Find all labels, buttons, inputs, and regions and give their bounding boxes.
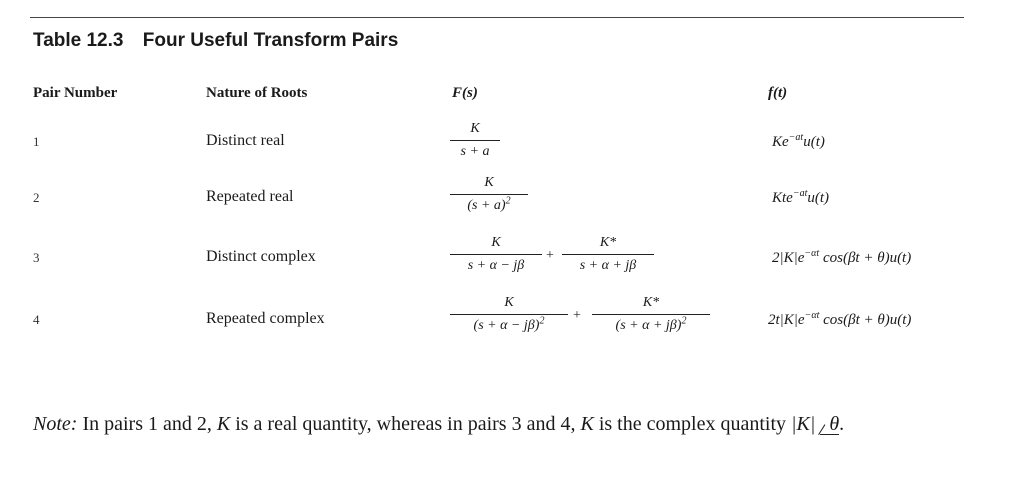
- row-4-fraction-2: [592, 294, 710, 335]
- table-note: Note: In pairs 1 and 2, K is a real quantity, whereas in pairs 3 and 4, K is the complex quantity |K| θ.: [33, 413, 845, 435]
- row-3-pair-number: 3: [33, 250, 40, 265]
- row-1-numerator: K: [470, 121, 480, 136]
- row-3-time-function: $2|K|e^{-\alpha t}$ cos(βt + θ)u(t): [772, 248, 912, 266]
- header-nature-of-roots: Nature of Roots: [206, 85, 308, 101]
- row-1-fraction: [450, 120, 500, 161]
- row-1-pair-number: 1: [33, 134, 40, 149]
- row-4-plus: +: [573, 308, 581, 323]
- header-f-of-t: f(t): [768, 85, 788, 101]
- row-4-numerator-1: K: [504, 295, 514, 310]
- header-F-of-s: F(s): [452, 85, 478, 101]
- table-title-text: Four Useful Transform Pairs: [142, 30, 399, 51]
- row-4-numerator-2: K*: [642, 295, 660, 310]
- row-2-numerator: K: [484, 175, 494, 190]
- row-1-nature: Distinct real: [206, 132, 285, 149]
- top-rule: [30, 17, 964, 18]
- row-4-fraction-1: [450, 294, 568, 335]
- table-title: [33, 30, 398, 52]
- row-3-plus: +: [546, 248, 554, 263]
- row-4-nature: Repeated complex: [206, 310, 325, 327]
- row-2-time-function: Kte$^{-at}$u(t): [772, 188, 830, 206]
- row-1-denominator: s + a: [460, 144, 490, 159]
- header-pair-number: Pair Number: [33, 85, 118, 101]
- row-3-denominator-2: s + α + jβ: [579, 258, 637, 273]
- table-number: Table 12.3: [33, 30, 124, 51]
- row-3-denominator-1: s + α − jβ: [467, 258, 525, 273]
- row-1-time-function: $Ke^{-at}u(t)$: [772, 132, 825, 150]
- row-2-nature: Repeated real: [206, 188, 294, 205]
- row-3-numerator-1: K: [491, 235, 501, 250]
- angle-symbol-icon: θ: [820, 414, 839, 435]
- row-2-denominator: $(s + a)^2$: [467, 195, 511, 213]
- row-3-numerator-2: K*: [599, 235, 617, 250]
- row-2-fraction: [450, 174, 528, 215]
- row-2-pair-number: 2: [33, 190, 40, 205]
- row-3-fraction-2: [562, 234, 654, 275]
- row-4-denominator-1: $(s + \alpha - j\beta)^2$: [473, 315, 545, 333]
- row-3-nature: Distinct complex: [206, 248, 316, 265]
- row-3-fraction-1: [450, 234, 542, 275]
- row-4-denominator-2: $(s + \alpha + j\beta)^2$: [615, 315, 687, 333]
- row-4-time-function: $2t|K|e^{-\alpha t}$ cos(βt + θ)u(t): [768, 310, 912, 328]
- note-label: Note:: [33, 413, 78, 435]
- row-4-pair-number: 4: [33, 312, 40, 327]
- note-magnitude: |K|: [791, 413, 816, 435]
